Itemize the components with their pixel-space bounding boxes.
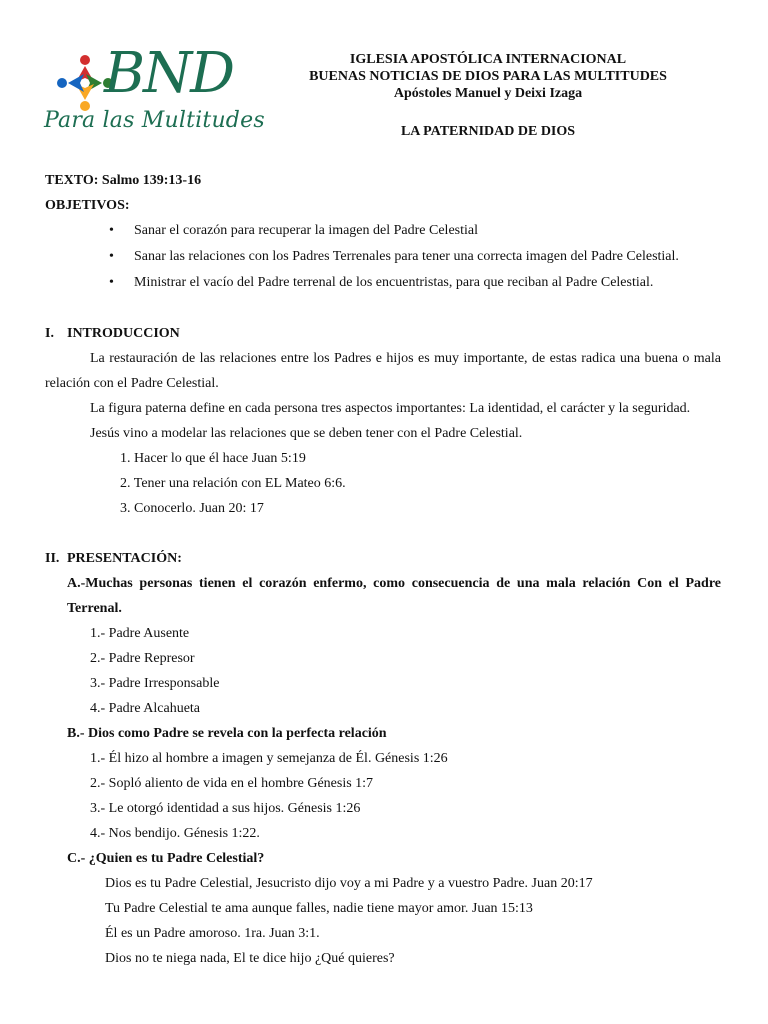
celestial-father-item: Dios es tu Padre Celestial, Jesucristo dijo voy a mi Padre y a vuestro Padre. Juan 20:17: [105, 876, 593, 891]
subsection-b-heading: B.- Dios como Padre se revela con la perfecta relación: [67, 726, 387, 741]
intro-list-item: 1. Hacer lo que él hace Juan 5:19: [120, 451, 306, 466]
intro-paragraph-1-line-1: La restauración de las relaciones entre los Padres e hijos es muy importante, de estas radica una buena o mala: [90, 351, 721, 366]
celestial-father-item: Él es un Padre amoroso. 1ra. Juan 3:1.: [105, 926, 320, 941]
subsection-a-heading-line-2: Terrenal.: [67, 601, 122, 616]
objectives-label: OBJETIVOS:: [45, 198, 130, 213]
logo-tagline: Para las Multitudes: [44, 108, 265, 133]
apostles-names: Apóstoles Manuel y Deixi Izaga: [393, 86, 583, 101]
intro-paragraph-3: Jesús vino a modelar las relaciones que se deben tener con el Padre Celestial.: [90, 426, 523, 441]
father-type-item: 4.- Padre Alcahueta: [90, 701, 201, 716]
relation-item: 1.- Él hizo al hombre a imagen y semejanza de Él. Génesis 1:26: [90, 751, 448, 766]
objective-item: • Sanar el corazón para recuperar la imagen del Padre Celestial: [134, 222, 478, 239]
document-title: LA PATERNIDAD DE DIOS: [400, 124, 576, 139]
father-type-item: 1.- Padre Ausente: [90, 626, 190, 641]
section-numeral: II.: [45, 551, 60, 566]
celestial-father-item: Dios no te niega nada, El te dice hijo ¿Qué quieres?: [105, 951, 395, 966]
church-logo: [44, 41, 265, 136]
section-heading-intro: INTRODUCCION: [67, 326, 180, 341]
logo-brand: BND: [104, 41, 234, 106]
church-name: IGLESIA APOSTÓLICA INTERNACIONAL: [349, 52, 627, 67]
intro-paragraph-1-line-2: relación con el Padre Celestial.: [45, 376, 219, 391]
intro-list-item: 2. Tener una relación con EL Mateo 6:6.: [120, 476, 346, 491]
section-heading-presentacion: PRESENTACIÓN:: [67, 551, 182, 566]
subsection-c-heading: C.- ¿Quien es tu Padre Celestial?: [67, 851, 265, 866]
intro-list-item: 3. Conocerlo. Juan 20: 17: [120, 501, 264, 516]
section-numeral: I.: [45, 326, 54, 341]
document-header: [260, 51, 716, 102]
father-type-item: 3.- Padre Irresponsable: [90, 676, 220, 691]
intro-paragraph-2: La figura paterna define en cada persona tres aspectos importantes: La identidad, el carácter y la seguridad.: [90, 401, 691, 416]
scripture-reference: TEXTO: Salmo 139:13-16: [45, 173, 202, 188]
ministry-name: BUENAS NOTICIAS DE DIOS PARA LAS MULTITUDES: [309, 69, 667, 84]
father-type-item: 2.- Padre Represor: [90, 651, 195, 666]
celestial-father-item: Tu Padre Celestial te ama aunque falles, nadie tiene mayor amor. Juan 15:13: [105, 901, 533, 916]
relation-item: 2.- Sopló aliento de vida en el hombre Génesis 1:7: [90, 776, 374, 791]
subsection-a-heading-line-1: A.-Muchas personas tienen el corazón enfermo, como consecuencia de una mala relación Con el Padre: [67, 576, 721, 591]
relation-item: 3.- Le otorgó identidad a sus hijos. Génesis 1:26: [90, 801, 361, 816]
objective-item: • Sanar las relaciones con los Padres Terrenales para tener una correcta imagen del Padre Celestial.: [134, 248, 679, 265]
relation-item: 4.- Nos bendijo. Génesis 1:22.: [90, 826, 260, 841]
objective-item: • Ministrar el vacío del Padre terrenal de los encuentristas, para que reciban al Padre Celestial.: [134, 274, 653, 291]
